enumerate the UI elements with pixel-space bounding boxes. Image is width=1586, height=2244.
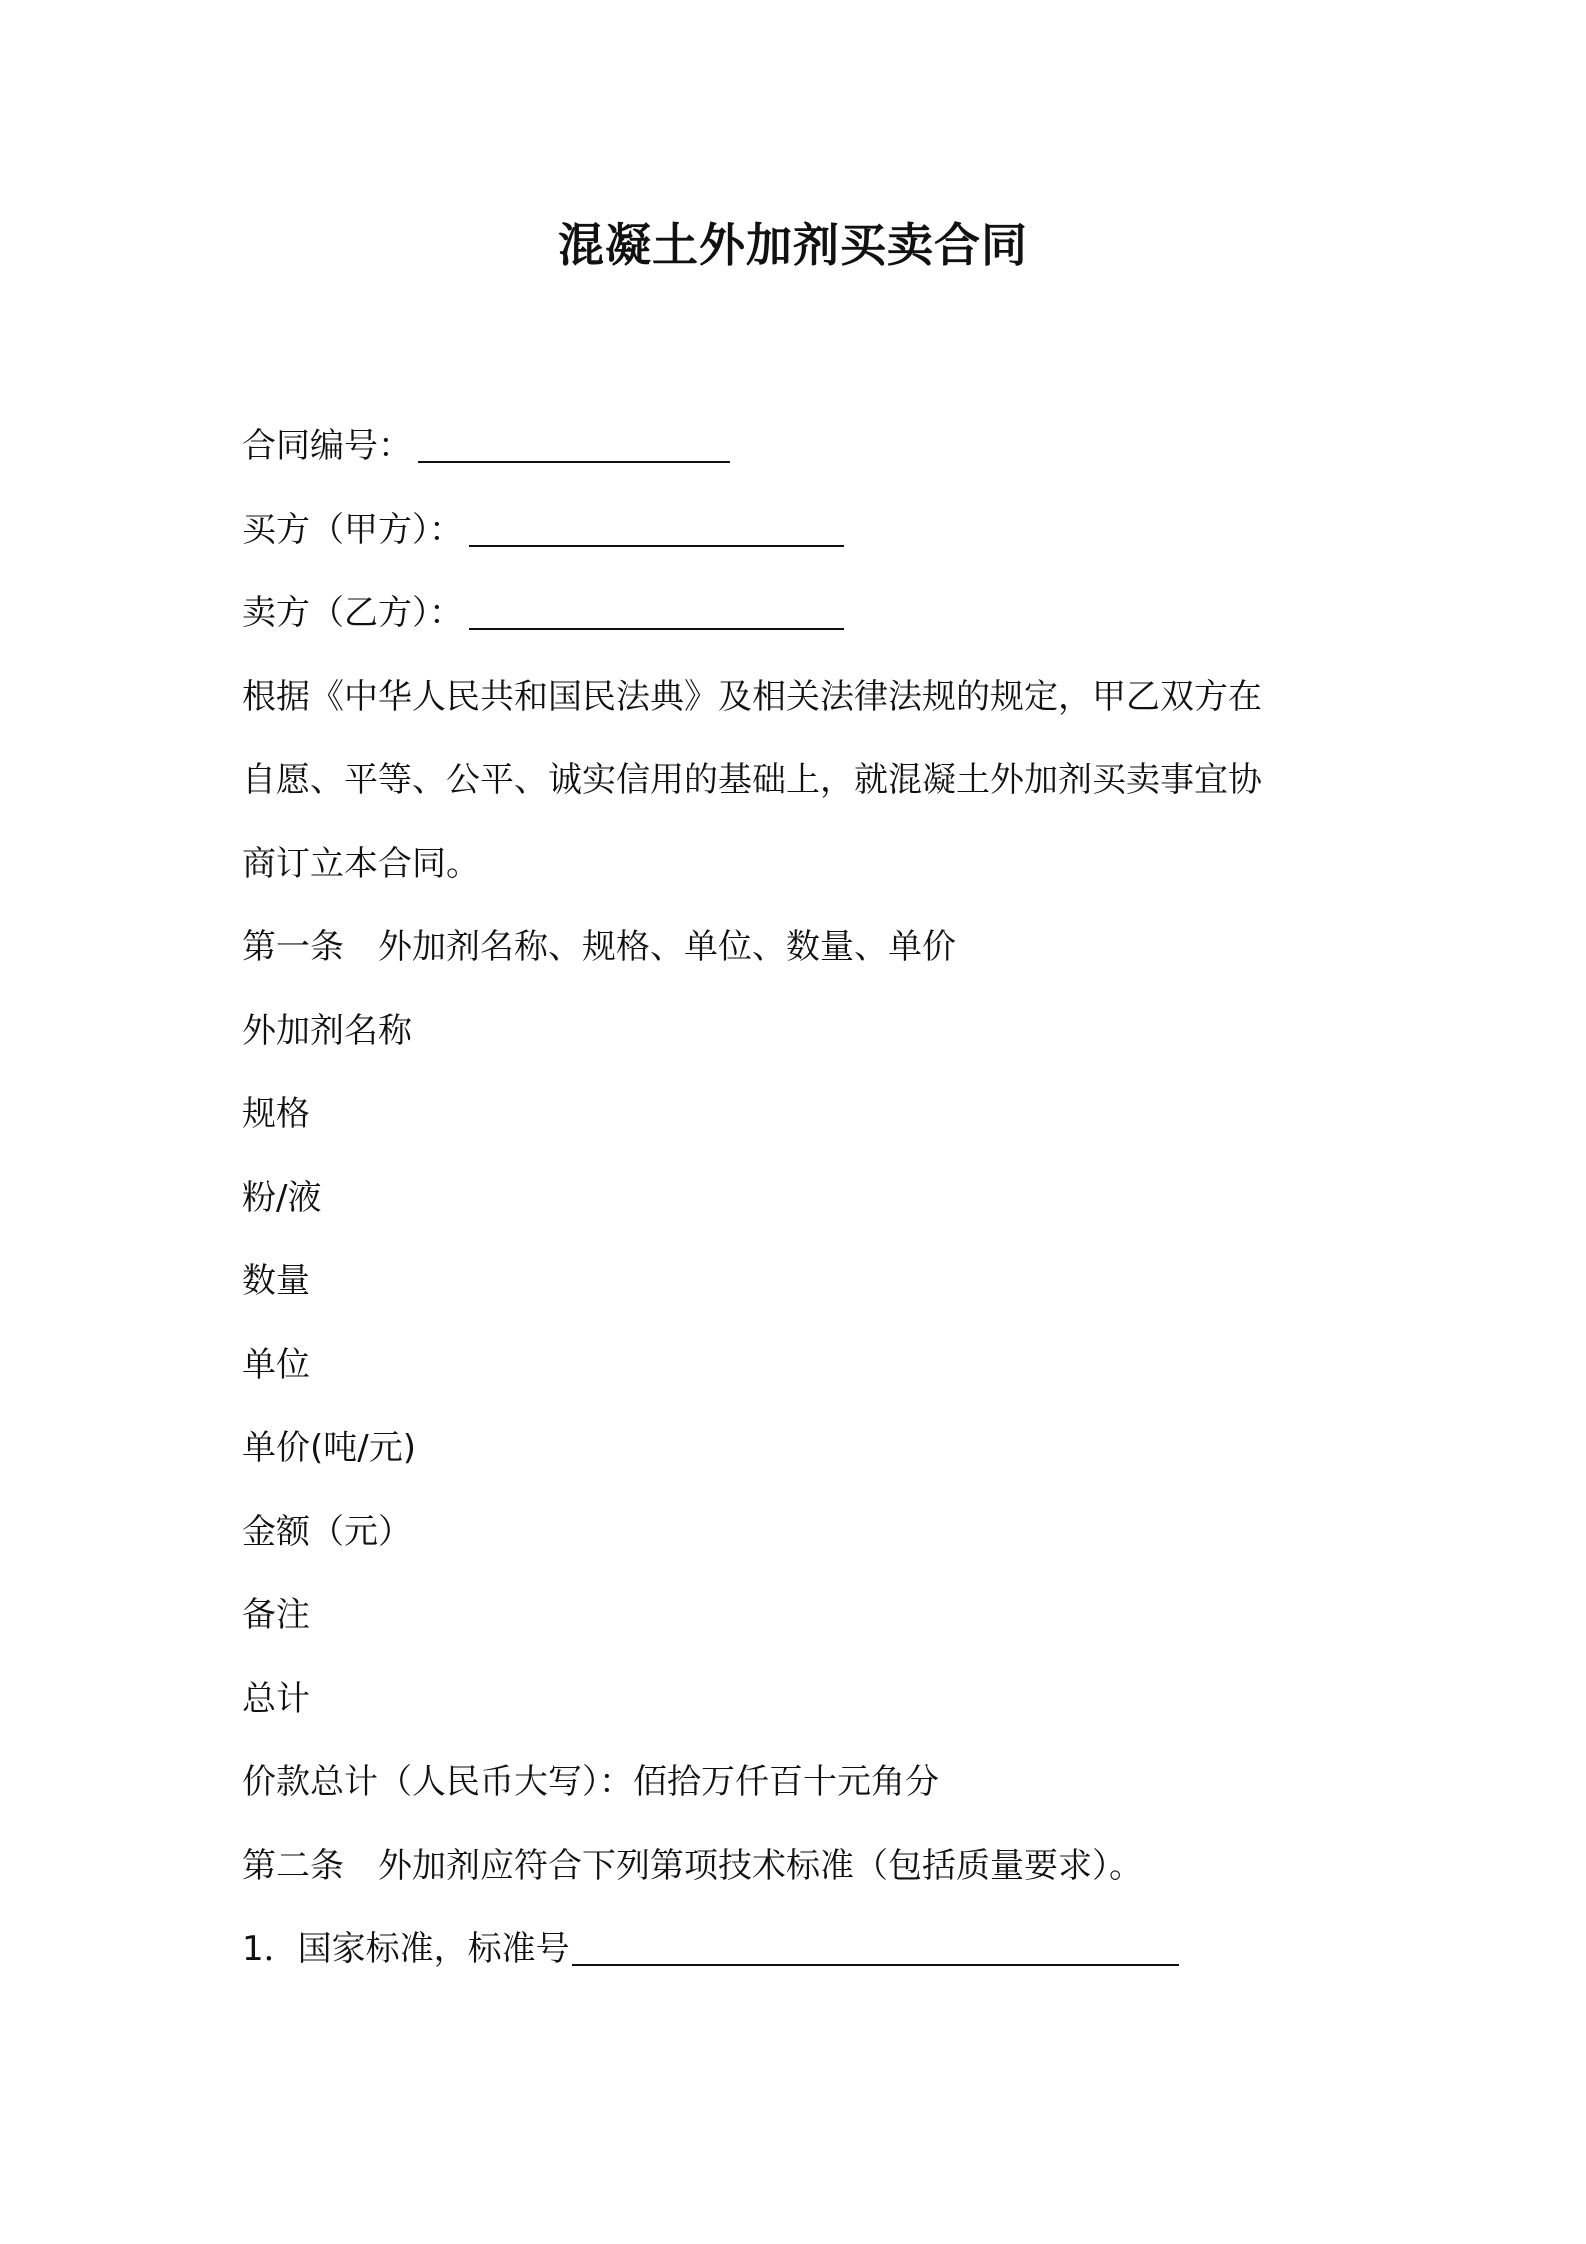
field-specification: 规格 bbox=[242, 1094, 310, 1134]
article-1-title: 外加剂名称、规格、单位、数量、单价 bbox=[378, 927, 956, 967]
article-2-number: 第二条 bbox=[242, 1845, 344, 1886]
buyer-line bbox=[242, 489, 1362, 573]
field-total: 总计 bbox=[242, 1678, 310, 1719]
buyer-label: 买方（甲方）： bbox=[242, 509, 463, 550]
field-quantity: 数量 bbox=[242, 1261, 310, 1301]
standard-number-blank[interactable] bbox=[572, 1930, 1179, 1966]
contract-number-label: 合同编号： bbox=[242, 426, 412, 466]
field-unit-price: 单价(吨/元) bbox=[242, 1428, 416, 1468]
field-additive-name: 外加剂名称 bbox=[242, 1010, 412, 1051]
article-1-number: 第一条 bbox=[242, 927, 344, 967]
preamble-line-3: 商订立本合同。 bbox=[242, 843, 480, 884]
seller-label: 卖方（乙方）： bbox=[242, 593, 463, 633]
preamble-line-2: 自愿、平等、公平、诚实信用的基础上，就混凝土外加剂买卖事宜协 bbox=[242, 760, 1262, 800]
field-powder-liquid: 粉/液 bbox=[242, 1177, 322, 1218]
field-unit: 单位 bbox=[242, 1344, 310, 1385]
item-1-line bbox=[242, 1908, 1362, 1992]
price-total-line: 价款总计（人民币大写）：佰拾万仟百十元角分 bbox=[242, 1762, 939, 1802]
preamble-line-1: 根据《中华人民共和国民法典》及相关法律法规的规定，甲乙双方在 bbox=[242, 676, 1262, 717]
article-2-heading bbox=[242, 1825, 1362, 1909]
document-title: 混凝土外加剂买卖合同 bbox=[558, 218, 1028, 272]
field-remarks: 备注 bbox=[242, 1595, 310, 1635]
field-amount: 金额（元） bbox=[242, 1511, 412, 1552]
contract-number-line bbox=[242, 405, 1362, 489]
contract-number-blank[interactable] bbox=[418, 427, 730, 463]
buyer-blank[interactable] bbox=[469, 511, 844, 547]
document-body bbox=[242, 405, 1362, 1992]
seller-line bbox=[242, 572, 1362, 656]
item-1-label: 1．国家标准，标准号 bbox=[242, 1929, 570, 1969]
seller-blank[interactable] bbox=[469, 594, 844, 630]
article-1-heading bbox=[242, 906, 1362, 990]
article-2-title: 外加剂应符合下列第项技术标准（包括质量要求）。 bbox=[378, 1845, 1143, 1886]
